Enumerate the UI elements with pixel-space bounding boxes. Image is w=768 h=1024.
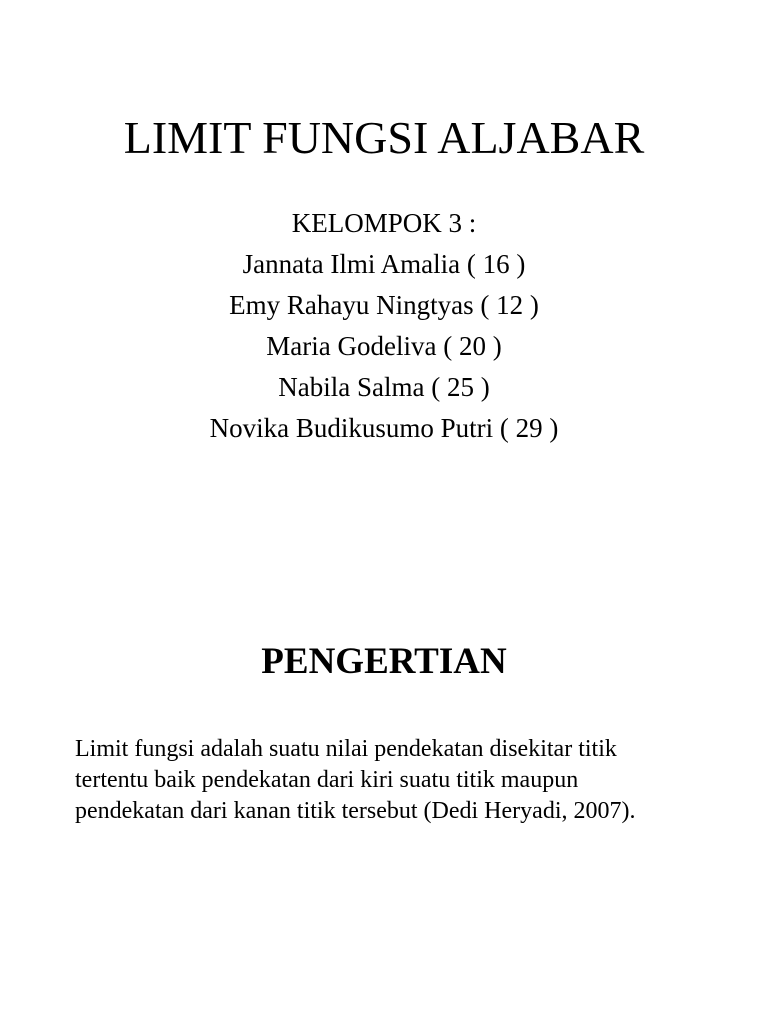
definition-line: pendekatan dari kanan titik tersebut (Dedi Heryadi, 2007).	[75, 798, 636, 824]
definition-paragraph	[75, 734, 715, 827]
member-name: Jannata Ilmi Amalia ( 16 )	[242, 249, 526, 279]
member-name: Novika Budikusumo Putri ( 29 )	[209, 413, 559, 443]
group-label: KELOMPOK 3 :	[291, 208, 477, 238]
group-info	[0, 203, 768, 449]
member-name: Nabila Salma ( 25 )	[278, 372, 490, 402]
member-name: Emy Rahayu Ningtyas ( 12 )	[229, 290, 539, 320]
section-heading: PENGERTIAN	[261, 641, 507, 682]
definition-line: Limit fungsi adalah suatu nilai pendekatan disekitar titik	[75, 736, 617, 762]
page-title: LIMIT FUNGSI ALJABAR	[123, 112, 645, 163]
member-name: Maria Godeliva ( 20 )	[266, 331, 502, 361]
definition-line: tertentu baik pendekatan dari kiri suatu titik maupun	[75, 767, 579, 793]
